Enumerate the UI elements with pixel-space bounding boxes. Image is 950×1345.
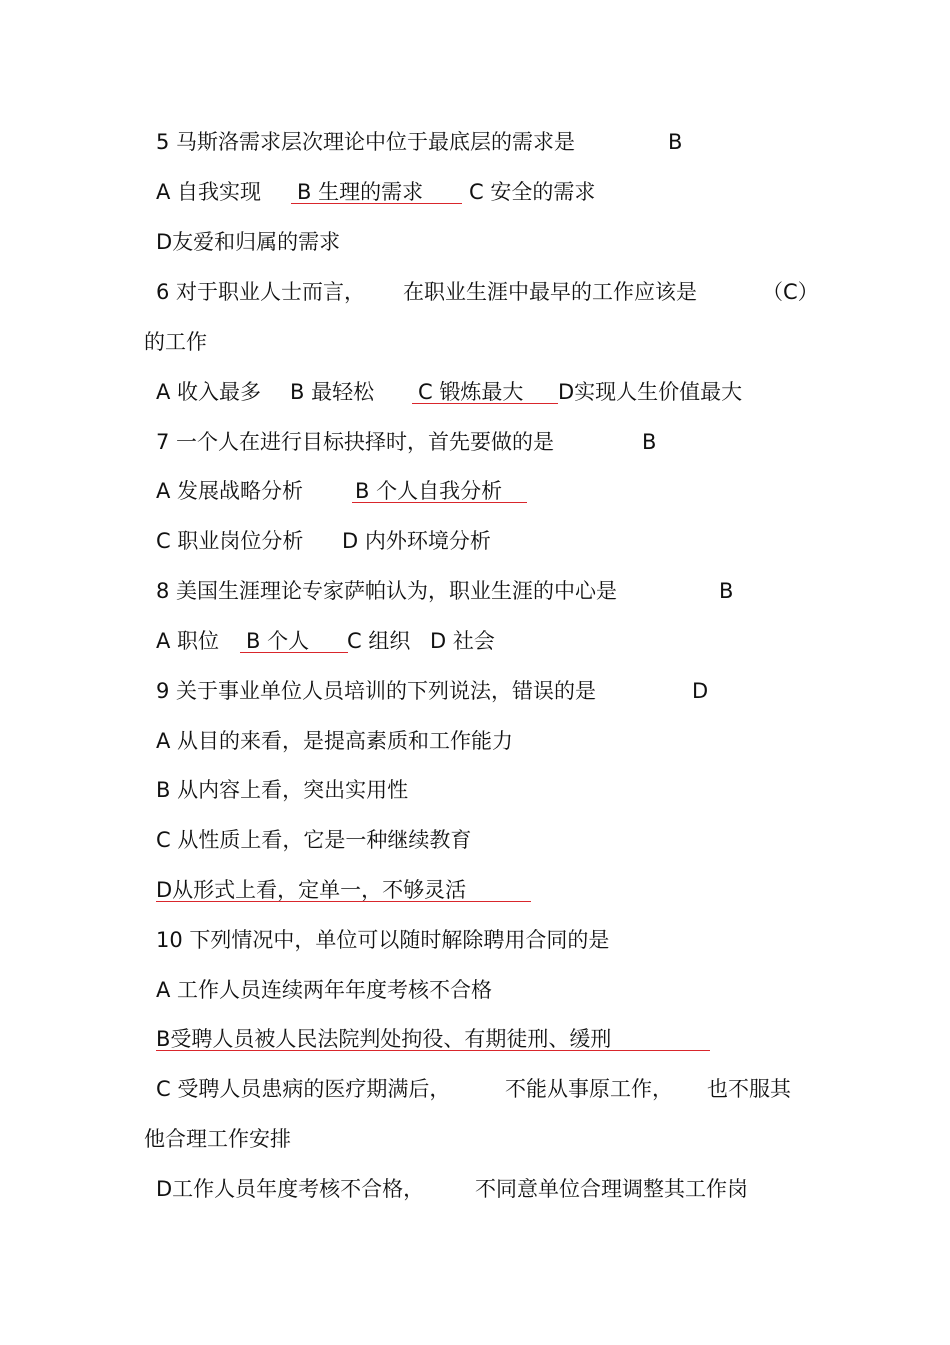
q6-stem-continuation: 的工作 (144, 330, 207, 354)
q6-option-d: D实现人生价值最大 (558, 380, 743, 404)
q10-stem: 10 下列情况中，单位可以随时解除聘用合同的是 (156, 928, 610, 952)
q6-answer: （C） (762, 280, 819, 304)
q8-answer-underline (240, 652, 348, 653)
q7-answer-underline (352, 502, 527, 503)
q8-option-c: C 组织 (347, 629, 411, 653)
q10-option-d-part1: D工作人员年度考核不合格， (156, 1177, 425, 1201)
q10-option-c-part2: 不能从事原工作， (505, 1077, 673, 1101)
q10-option-c-part3: 也不服其 (707, 1077, 791, 1101)
q7-stem: 7 一个人在进行目标抉择时，首先要做的是 (156, 430, 555, 454)
q10-option-a: A 工作人员连续两年年度考核不合格 (156, 978, 493, 1002)
q9-option-c: C 从性质上看，它是一种继续教育 (156, 828, 472, 852)
q6-answer-underline (412, 403, 558, 404)
q9-option-a: A 从目的来看，是提高素质和工作能力 (156, 729, 514, 753)
q5-answer: B (668, 130, 683, 154)
q8-answer: B (719, 579, 734, 603)
q9-stem: 9 关于事业单位人员培训的下列说法，错误的是 (156, 679, 597, 703)
q6-stem-part2: 在职业生涯中最早的工作应该是 (403, 280, 697, 304)
q7-option-d: D 内外环境分析 (342, 529, 491, 553)
q9-option-b: B 从内容上看，突出实用性 (156, 778, 409, 802)
q7-option-c: C 职业岗位分析 (156, 529, 304, 553)
q8-option-b: B 个人 (246, 629, 310, 653)
q7-option-b: B 个人自我分析 (355, 479, 503, 503)
q5-option-c: C 安全的需求 (469, 180, 596, 204)
q6-option-a: A 收入最多 (156, 380, 262, 404)
q10-option-c-part1: C 受聘人员患病的医疗期满后， (156, 1077, 451, 1101)
q10-answer-underline (156, 1050, 710, 1051)
q5-stem: 5 马斯洛需求层次理论中位于最底层的需求是 (156, 130, 576, 154)
q6-stem-part1: 6 对于职业人士而言， (156, 280, 366, 304)
q8-option-d: D 社会 (430, 629, 495, 653)
q10-option-d-part2: 不同意单位合理调整其工作岗 (475, 1177, 748, 1201)
q6-option-b: B 最轻松 (290, 380, 375, 404)
q6-option-c: C 锻炼最大 (418, 380, 524, 404)
q5-option-b: B 生理的需求 (297, 180, 424, 204)
q9-answer-underline (156, 901, 531, 902)
q7-option-a: A 发展战略分析 (156, 479, 304, 503)
q9-answer: D (692, 679, 709, 703)
q7-answer: B (642, 430, 657, 454)
q10-option-b: B受聘人员被人民法院判处拘役、有期徒刑、缓刑 (156, 1027, 612, 1051)
q8-stem: 8 美国生涯理论专家萨帕认为，职业生涯的中心是 (156, 579, 618, 603)
q5-answer-underline (291, 203, 462, 204)
q9-option-d: D从形式上看，定单一，不够灵活 (156, 878, 467, 902)
q10-option-c-continuation: 他合理工作安排 (144, 1127, 291, 1151)
q8-option-a: A 职位 (156, 629, 220, 653)
q5-option-d: D友爱和归属的需求 (156, 230, 341, 254)
q5-option-a: A 自我实现 (156, 180, 262, 204)
